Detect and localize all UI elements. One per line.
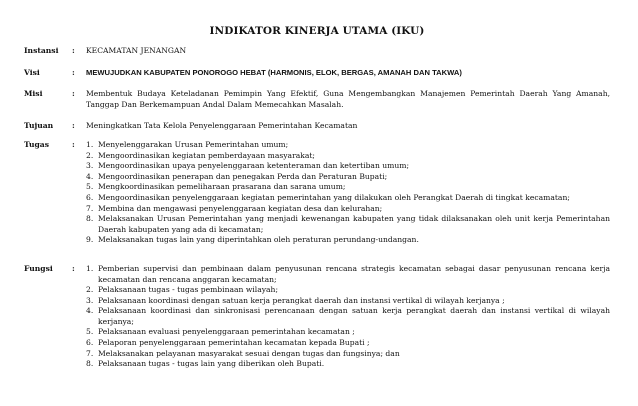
colon-separator: : xyxy=(72,67,75,77)
list-fungsi xyxy=(86,264,610,370)
value-misi: Membentuk Budaya Keteladanan Pemimpin Yang Efektif, Guna Mengembangkan Manajemen Pemerintah Daerah Yang Amanah, Tanggap Dan Berkemampuan Andal Dalam Memecahkan Masalah. xyxy=(86,89,610,109)
list-item xyxy=(86,193,610,204)
item-text: Pelaksanaan tugas - tugas pembinaan wilayah; xyxy=(98,285,279,295)
item-text: Pemberian supervisi dan pembinaan dalam penyusunan rencana strategis kecamatan sebagai dasar penyusunan rencana kerja kecamatan dan rencana anggaran kecamatan; xyxy=(98,263,610,284)
item-number: 8. xyxy=(86,359,94,369)
label-misi: Misi xyxy=(24,89,43,99)
colon-separator: : xyxy=(72,263,75,273)
item-number: 6. xyxy=(86,338,94,348)
item-number: 8. xyxy=(86,214,94,224)
list-item xyxy=(86,172,610,183)
item-number: 1. xyxy=(86,263,94,273)
list-item xyxy=(86,204,610,215)
row-instansi xyxy=(24,46,610,57)
row-visi xyxy=(24,68,610,79)
item-text: Melaksanakan Urusan Pemerintahan yang menjadi kewenangan kabupaten yang tidak dilaksanakan oleh unit kerja Pemerintahan Daerah kabupaten yang ada di kecamatan; xyxy=(98,214,610,234)
list-item xyxy=(86,151,610,162)
document-title: INDIKATOR KINERJA UTAMA (IKU) xyxy=(209,25,425,37)
list-item xyxy=(86,349,610,360)
item-number: 2. xyxy=(86,285,94,295)
label-instansi: Instansi xyxy=(24,46,59,55)
colon-separator: : xyxy=(72,89,75,99)
item-number: 9. xyxy=(86,235,94,245)
item-text: Mengoordinasikan penerapan dan penegakan Perda dan Peraturan Bupati; xyxy=(98,171,388,181)
colon-separator: : xyxy=(72,46,75,55)
item-text: Pelaksanaan tugas - tugas lain yang diberikan oleh Bupati. xyxy=(98,359,325,369)
item-text: Mengoordinasikan penyelenggaraan kegiatan pemerintahan yang dilakukan oleh Perangkat Daerah di tingkat kecamatan; xyxy=(98,192,570,202)
item-text: Pelaksanaan koordinasi dengan satuan kerja perangkat daerah dan instansi vertikal di wilayah kerjanya ; xyxy=(98,295,505,305)
colon-separator: : xyxy=(72,139,75,149)
item-text: Mengoordinasikan kegiatan pemberdayaan masyarakat; xyxy=(98,150,315,160)
list-item xyxy=(86,285,610,296)
value-instansi: KECAMATAN JENANGAN xyxy=(86,46,187,55)
label-visi: Visi xyxy=(24,67,40,77)
item-text: Pelaksanaan evaluasi penyelenggaraan pemerintahan kecamatan ; xyxy=(98,327,355,337)
value-visi: MEWUJUDKAN KABUPATEN PONOROGO HEBAT (HARMONIS, ELOK, BERGAS, AMANAH DAN TAKWA) xyxy=(86,67,462,77)
list-item xyxy=(86,214,610,235)
item-number: 7. xyxy=(86,203,94,213)
list-item xyxy=(86,338,610,349)
row-misi xyxy=(24,89,610,110)
item-number: 2. xyxy=(86,150,94,160)
item-text: Mengkoordinasikan pemeliharaan prasarana dan sarana umum; xyxy=(98,182,346,192)
row-fungsi xyxy=(24,264,610,370)
label-fungsi: Fungsi xyxy=(24,263,53,273)
item-text: Mengoordinasikan upaya penyelenggaraan ketenteraman dan ketertiban umum; xyxy=(98,161,409,171)
item-text: Pelaksanaan koordinasi dan sinkronisasi perencanaan dengan satuan kerja perangkat daerah dan instansi vertikal di wilayah kerjanya; xyxy=(98,306,610,326)
item-number: 5. xyxy=(86,327,94,337)
list-item xyxy=(86,327,610,338)
item-text: Menyelenggarakan Urusan Pemerintahan umum; xyxy=(98,139,289,149)
list-item xyxy=(86,296,610,307)
value-tujuan: Meningkatkan Tata Kelola Penyelenggaraan Pemerintahan Kecamatan xyxy=(86,121,358,131)
item-number: 5. xyxy=(86,182,94,192)
item-number: 3. xyxy=(86,161,94,171)
item-text: Pelaporan penyelenggaraan pemerintahan kecamatan kepada Bupati ; xyxy=(98,338,370,348)
item-number: 6. xyxy=(86,192,94,202)
label-tugas: Tugas xyxy=(24,139,49,149)
list-item xyxy=(86,140,610,151)
list-tugas xyxy=(86,140,610,246)
list-item xyxy=(86,161,610,172)
row-tugas xyxy=(24,140,610,246)
row-tujuan xyxy=(24,121,610,132)
item-text: Melaksanakan tugas lain yang diperintahkan oleh peraturan perundang-undangan. xyxy=(98,235,419,245)
item-number: 7. xyxy=(86,348,94,358)
list-item xyxy=(86,306,610,327)
item-number: 4. xyxy=(86,306,94,316)
colon-separator: : xyxy=(72,121,75,131)
label-tujuan: Tujuan xyxy=(24,121,54,131)
item-text: Membina dan mengawasi penyelenggaraan kegiatan desa dan kelurahan; xyxy=(98,203,383,213)
list-item xyxy=(86,235,610,246)
item-number: 3. xyxy=(86,295,94,305)
list-item xyxy=(86,359,610,370)
list-item xyxy=(86,182,610,193)
list-item xyxy=(86,264,610,285)
item-number: 1. xyxy=(86,139,94,149)
item-number: 4. xyxy=(86,171,94,181)
item-text: Melaksanakan pelayanan masyarakat sesuai dengan tugas dan fungsinya; dan xyxy=(98,348,400,358)
